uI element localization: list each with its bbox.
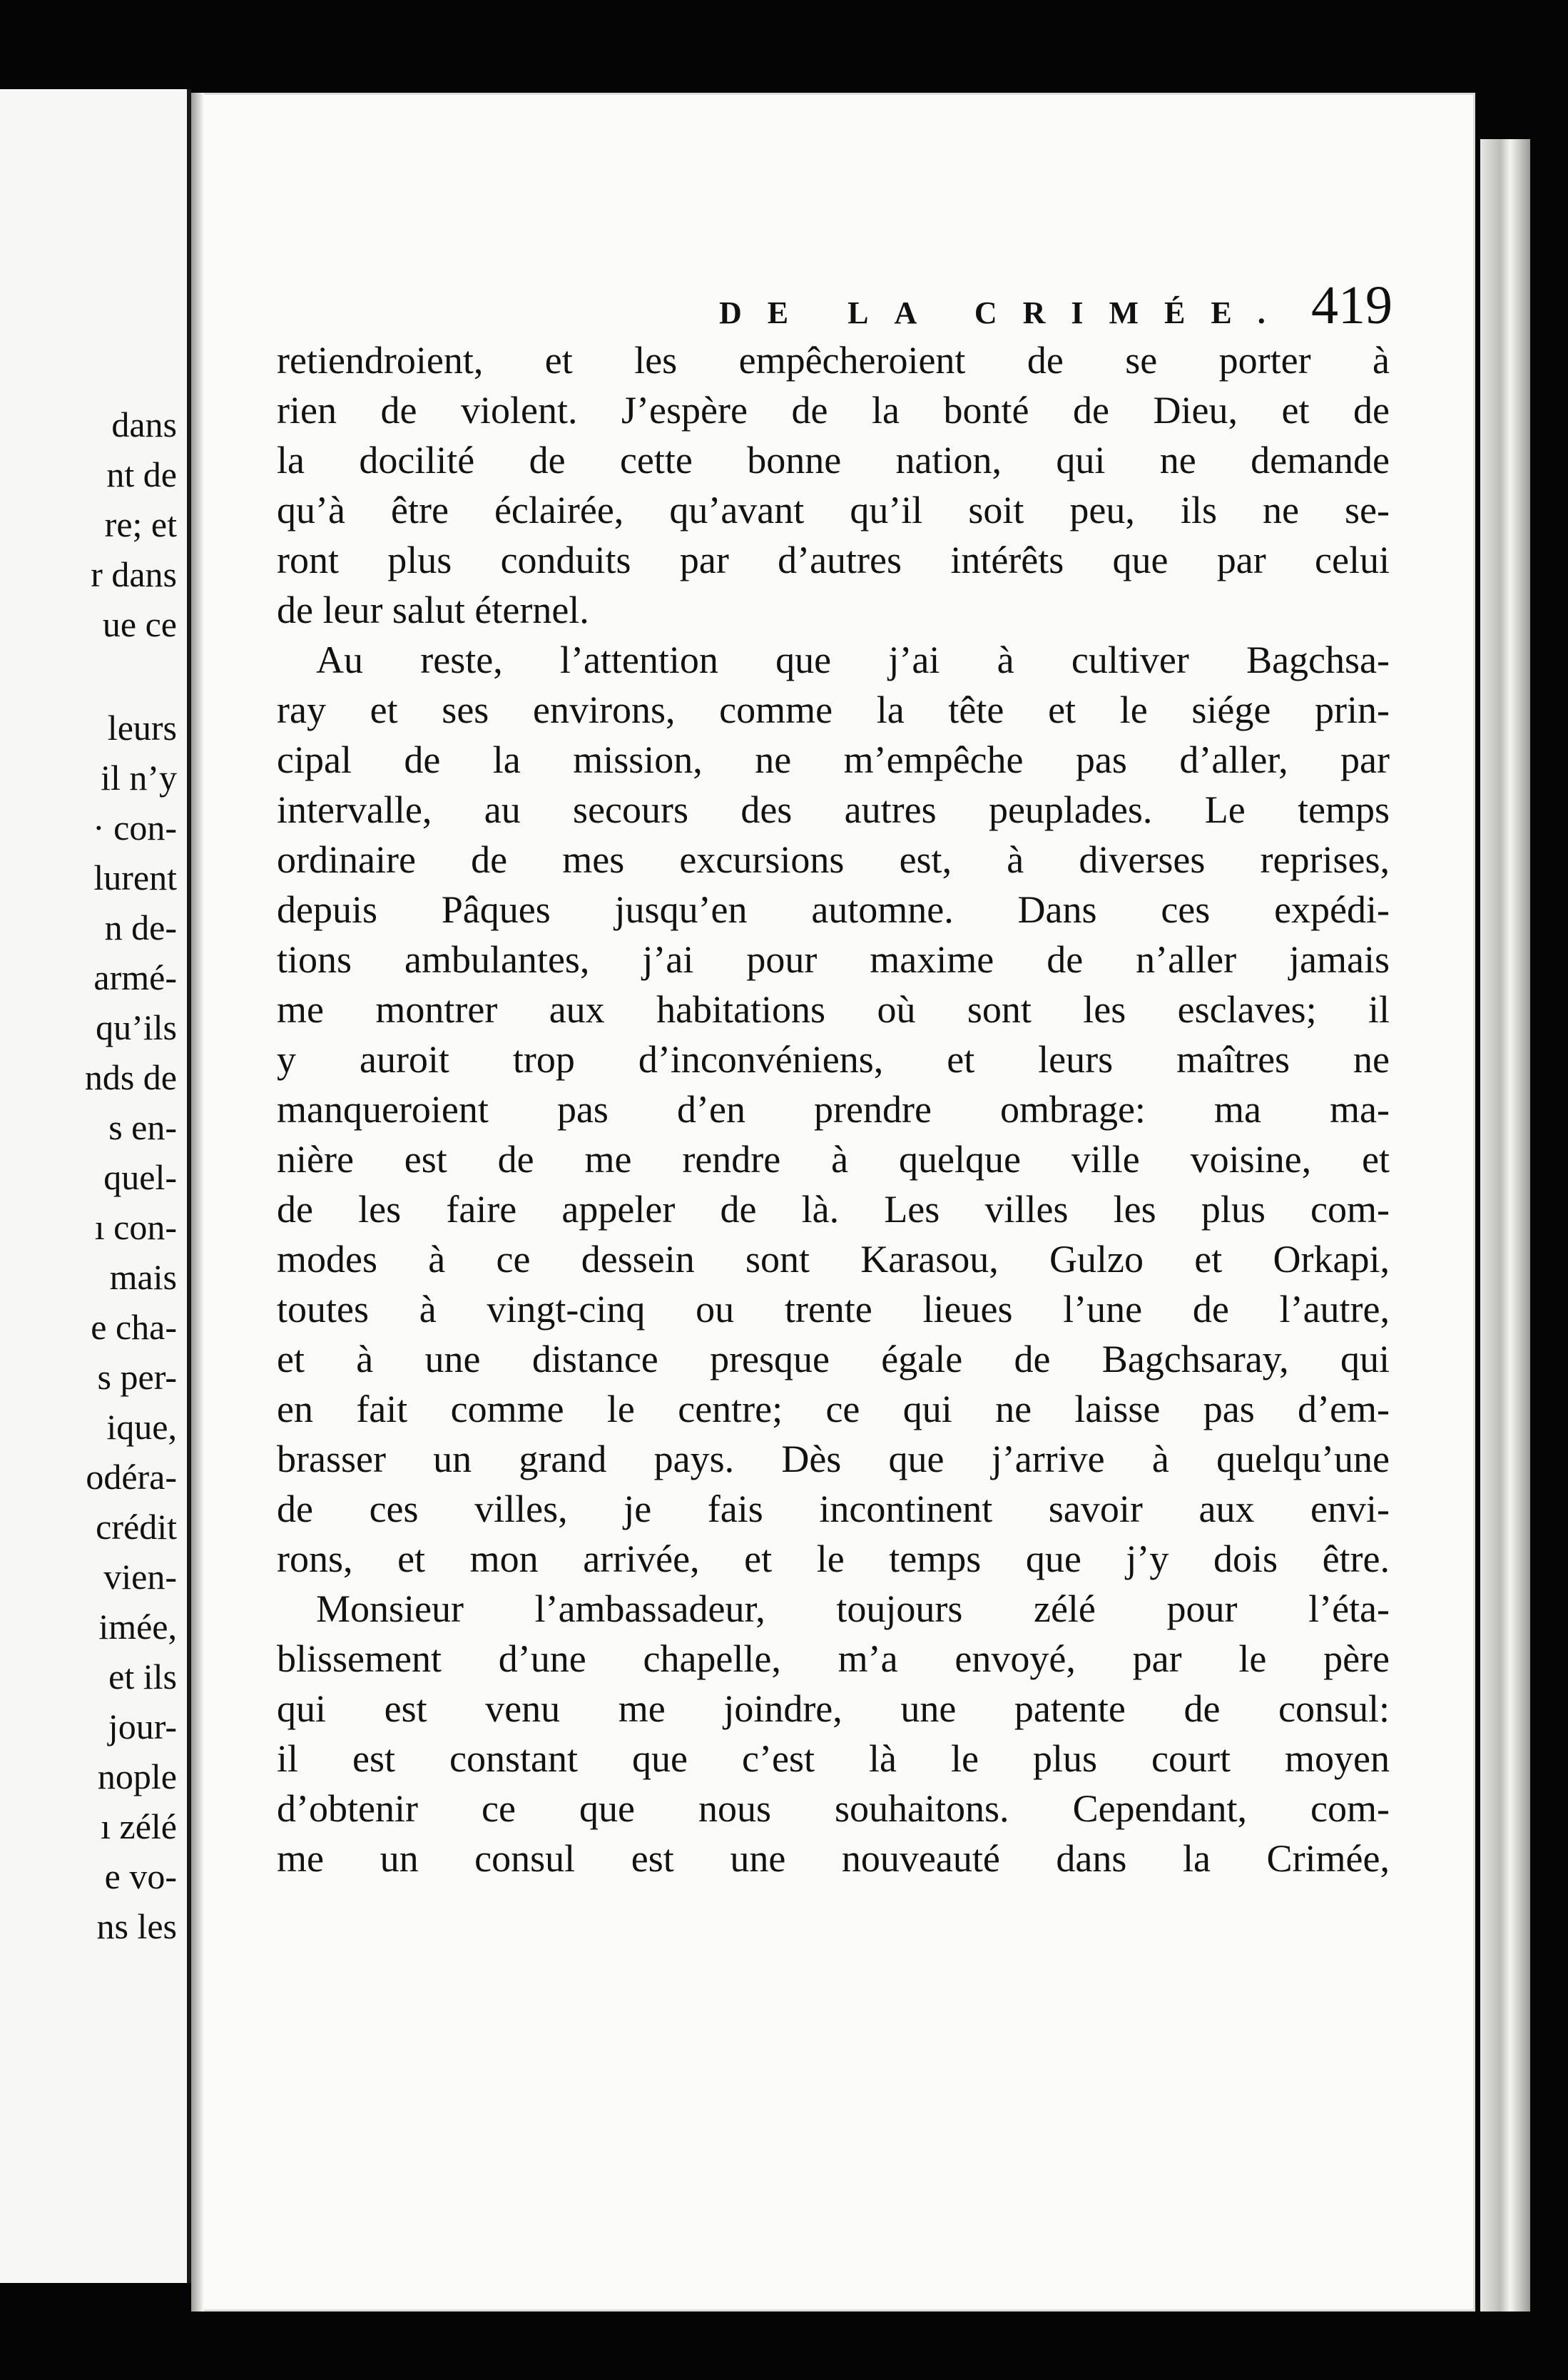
left-text-fragment: ı zélé — [101, 1806, 177, 1846]
left-page-fragment — [0, 89, 191, 2283]
text-line: de leur salut éternel. — [277, 589, 589, 631]
left-text-fragment: et ils — [108, 1657, 177, 1697]
text-line: ront plus conduits par d’autres intérêts que par celui — [277, 539, 1390, 581]
page-number: 419 — [1311, 275, 1393, 335]
left-text-fragment: armé- — [93, 957, 177, 997]
text-line: depuis Pâques jusqu’en automne. Dans ces expédi- — [277, 888, 1390, 931]
text-line: manqueroient pas d’en prendre ombrage: ma ma- — [277, 1088, 1390, 1131]
left-text-fragment: qu’ils — [96, 1007, 177, 1047]
left-text-fragment: dans — [111, 405, 177, 444]
text-line: ordinaire de mes excursions est, à diverses reprises, — [277, 838, 1390, 881]
text-line: blissement d’une chapelle, m’a envoyé, par le père — [277, 1637, 1390, 1680]
left-text-fragment: · con- — [93, 808, 177, 848]
left-text-fragment: odéra- — [86, 1457, 177, 1497]
text-line: qu’à être éclairée, qu’avant qu’il soit peu, ils ne se- — [277, 489, 1390, 532]
text-line: en fait comme le centre; ce qui ne laisse pas d’em- — [277, 1388, 1390, 1430]
left-text-fragment: imée, — [98, 1607, 177, 1647]
text-line: ray et ses environs, comme la tête et le siége prin- — [277, 688, 1390, 731]
left-text-fragment: ique, — [106, 1407, 177, 1447]
text-line: tions ambulantes, j’ai pour maxime de n’aller jamais — [277, 938, 1390, 981]
left-text-fragment: s per- — [97, 1357, 177, 1397]
left-text-fragment: mais — [109, 1257, 177, 1297]
book-page — [191, 93, 1475, 2312]
text-line: cipal de la mission, ne m’empêche pas d’aller, par — [277, 738, 1390, 781]
running-head-title: DE LA CRIMÉE. — [719, 295, 1291, 330]
text-line: nière est de me rendre à quelque ville voisine, et — [277, 1138, 1390, 1181]
page-edge-strip — [1480, 139, 1530, 2312]
left-text-fragment: r dans — [91, 554, 177, 594]
text-line: modes à ce dessein sont Karasou, Gulzo et Orkapi, — [277, 1238, 1390, 1281]
text-line: me montrer aux habitations où sont les esclaves; il — [277, 988, 1390, 1031]
left-text-fragment: crédit — [96, 1507, 177, 1547]
text-line: rien de violent. J’espère de la bonté de Dieu, et de — [277, 389, 1390, 432]
text-line: de les faire appeler de là. Les villes les plus com- — [277, 1188, 1390, 1231]
text-line: la docilité de cette bonne nation, qui ne demande — [277, 439, 1390, 482]
left-text-fragment: nople — [97, 1756, 177, 1796]
left-text-fragment: nt de — [106, 454, 177, 494]
left-text-fragment: e vo- — [104, 1856, 177, 1896]
text-line: et à une distance presque égale de Bagchsaray, qui — [277, 1338, 1390, 1380]
text-line: me un consul est une nouveauté dans la Crimée, — [277, 1837, 1390, 1880]
left-text-fragment: e cha- — [91, 1307, 177, 1347]
text-line: brasser un grand pays. Dès que j’arrive à quelqu’une — [277, 1438, 1390, 1480]
left-text-fragment: s en- — [108, 1107, 177, 1147]
left-text-fragment: leurs — [107, 708, 177, 748]
left-text-fragment: n de- — [104, 907, 177, 947]
text-line: d’obtenir ce que nous souhaitons. Cependant, com- — [277, 1787, 1390, 1830]
left-text-fragment: il n’y — [101, 758, 177, 798]
left-text-fragment: ı con- — [94, 1207, 177, 1247]
text-line: il est constant que c’est là le plus court moyen — [277, 1737, 1390, 1780]
text-line: toutes à vingt-cinq ou trente lieues l’une de l’autre, — [277, 1288, 1390, 1331]
text-line: intervalle, au secours des autres peuplades. Le temps — [277, 788, 1390, 831]
text-line: rons, et mon arrivée, et le temps que j’y dois être. — [277, 1537, 1390, 1580]
text-line: Au reste, l’attention que j’ai à cultiver Bagchsa- — [316, 639, 1390, 681]
left-text-fragment: jour- — [108, 1707, 177, 1746]
left-text-fragment: vien- — [103, 1557, 177, 1597]
left-text-fragment: re; et — [104, 504, 177, 544]
gutter-shadow — [191, 93, 204, 2312]
left-text-fragment: lurent — [93, 858, 177, 897]
left-text-fragment: nds de — [84, 1057, 177, 1097]
left-text-fragment: ns les — [96, 1906, 177, 1946]
text-line: qui est venu me joindre, une patente de consul: — [277, 1687, 1390, 1730]
text-line: y auroit trop d’inconvéniens, et leurs maîtres ne — [277, 1038, 1390, 1081]
left-text-fragment: ue ce — [102, 604, 177, 644]
left-text-fragment: quel- — [103, 1157, 177, 1197]
text-line: de ces villes, je fais incontinent savoir aux envi- — [277, 1488, 1390, 1530]
text-line: Monsieur l’ambassadeur, toujours zélé pour l’éta- — [316, 1587, 1390, 1630]
text-line: retiendroient, et les empêcheroient de se porter à — [277, 339, 1390, 382]
